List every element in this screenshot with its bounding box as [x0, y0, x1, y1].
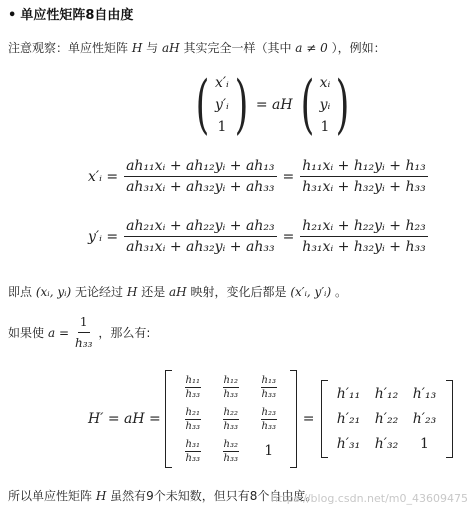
fraction — [124, 218, 276, 255]
matrix-entry-fraction — [261, 407, 277, 432]
math-H: H — [95, 489, 107, 503]
bullet-icon: • — [8, 8, 17, 23]
left-bracket — [321, 380, 328, 458]
paragraph-text: 。 — [334, 285, 347, 299]
fraction-denominator: h₃₃ — [185, 420, 200, 432]
right-bracket — [446, 380, 453, 458]
matrix-entry: 1 — [420, 436, 429, 452]
fraction-denominator: h₃₁xᵢ + h₃₂yᵢ + h₃₃ — [302, 179, 426, 195]
paragraph-text: ，那么有: — [98, 325, 151, 340]
fraction-denominator: h₃₃ — [223, 388, 238, 400]
fraction-denominator: h₃₃ — [185, 388, 200, 400]
equals-sign: = — [282, 228, 295, 245]
intro-text: 与 — [146, 41, 159, 55]
matrix-entry: h′₁₁ — [336, 386, 361, 402]
vector-entry: x′ᵢ — [214, 75, 229, 91]
intro-paragraph — [8, 40, 386, 56]
paragraph-text: 虽然有9个未知数，但只有8个自由度。 — [110, 489, 318, 503]
equation-lhs: x′ᵢ = — [88, 168, 119, 185]
fraction-numerator: h₁₁ — [185, 374, 200, 386]
math-a-equals: a = — [48, 325, 70, 340]
fraction-denominator: h₃₃ — [261, 420, 276, 432]
paragraph-text: 即点 — [8, 285, 33, 299]
left-bracket — [165, 370, 172, 468]
fraction — [300, 218, 427, 255]
math-aH: aH — [169, 285, 187, 299]
fraction-numerator: h₂₁ — [185, 406, 200, 418]
equation-lhs: y′ᵢ = — [88, 228, 119, 245]
equals-sign: = — [302, 411, 315, 427]
fraction-numerator: ah₁₁xᵢ + ah₁₂yᵢ + ah₁₃ — [124, 158, 276, 177]
math-H: H — [126, 285, 138, 299]
matrix-entry: h′₃₁ — [336, 436, 361, 452]
paragraph-text: 无论经过 — [75, 285, 124, 299]
fraction — [300, 158, 427, 195]
vector-entry: 1 — [320, 119, 330, 135]
vector-entry: xᵢ — [319, 75, 331, 91]
equation-x-prime — [88, 158, 428, 195]
vector-equals-aH: = aH — [255, 97, 293, 113]
fraction-numerator: h₂₃ — [261, 406, 276, 418]
matrix-lhs: H′ = aH = — [88, 411, 161, 427]
equation-y-prime — [88, 218, 428, 255]
matrix-entry: h′₂₃ — [412, 411, 437, 427]
paragraph-text: 如果使 — [8, 325, 45, 340]
matrix-entry-fraction — [223, 439, 239, 464]
vector-entry: 1 — [217, 119, 227, 135]
paragraph-text: 所以单应性矩阵 — [8, 489, 93, 503]
matrix-entry: h′₃₂ — [374, 436, 399, 452]
matrix-entry: h′₂₁ — [336, 411, 361, 427]
matrix-entry: 1 — [264, 443, 274, 459]
math-point: (xᵢ, yᵢ) — [35, 285, 72, 299]
vector-equation — [190, 68, 355, 142]
fraction-denominator: h₃₁xᵢ + h₃₂yᵢ + h₃₃ — [302, 239, 426, 255]
vector-left: ( x′ᵢ y′ᵢ 1 ) — [195, 68, 249, 142]
matrix-entry: h′₁₂ — [374, 386, 399, 402]
matrix-entry-fraction — [223, 375, 239, 400]
heading-title: 单应性矩阵8自由度 — [20, 8, 134, 23]
fraction-denominator: h₃₃ — [223, 420, 238, 432]
vector-entry: yᵢ — [319, 97, 331, 113]
equals-sign: = — [282, 168, 295, 185]
vector-right: ( xᵢ yᵢ 1 ) — [300, 68, 350, 142]
fraction-numerator: h₃₂ — [223, 438, 238, 450]
math-aH: aH — [161, 41, 180, 55]
fraction-numerator: 1 — [78, 314, 90, 333]
matrix-entry-fraction — [223, 407, 239, 432]
watermark: https://blog.csdn.net/m0_43609475 — [271, 492, 468, 505]
fraction-denominator: h₃₃ — [185, 452, 200, 464]
paragraph-text: 映射，变化后都是 — [190, 285, 287, 299]
fraction-numerator: ah₂₁xᵢ + ah₂₂yᵢ + ah₂₃ — [124, 218, 276, 237]
vector-entry: y′ᵢ — [214, 97, 229, 113]
fraction-numerator: h₁₂ — [223, 374, 238, 386]
fraction-denominator: h₃₃ — [261, 388, 276, 400]
fraction — [124, 158, 276, 195]
point-mapping-paragraph — [8, 284, 347, 300]
matrix-normalized — [172, 371, 290, 467]
fraction-numerator: h₃₁ — [185, 438, 200, 450]
fraction-numerator: h₂₂ — [223, 406, 238, 418]
intro-text: 其实完全一样（其中 — [183, 41, 292, 55]
matrix-entry-fraction — [185, 407, 201, 432]
matrix-entry-fraction — [185, 375, 201, 400]
matrix-entry: h′₁₃ — [412, 386, 437, 402]
matrix-equation — [88, 370, 453, 468]
fraction-denominator: h₃₃ — [75, 336, 93, 350]
math-condition: a ≠ 0 — [295, 41, 328, 55]
right-bracket — [290, 370, 297, 468]
math-H: H — [131, 41, 143, 55]
matrix-entry-fraction — [261, 375, 277, 400]
fraction-numerator: h₁₁xᵢ + h₁₂yᵢ + h₁₃ — [300, 158, 427, 177]
matrix-entry: h′₂₂ — [374, 411, 399, 427]
intro-text: ），例如： — [331, 41, 386, 55]
matrix-prime — [328, 382, 446, 457]
fraction-numerator: h₂₁xᵢ + h₂₂yᵢ + h₂₃ — [300, 218, 427, 237]
fraction-numerator: h₁₃ — [261, 374, 276, 386]
math-point-prime: (x′ᵢ, y′ᵢ) — [290, 285, 332, 299]
matrix-entry-fraction — [185, 439, 201, 464]
fraction-denominator: ah₃₁xᵢ + ah₃₂yᵢ + ah₃₃ — [126, 179, 275, 195]
intro-text: 注意观察：单应性矩阵 — [8, 41, 129, 55]
section-heading — [8, 4, 133, 23]
fraction-denominator: h₃₃ — [223, 452, 238, 464]
fraction — [73, 314, 94, 351]
paragraph-text: 还是 — [141, 285, 166, 299]
if-paragraph — [8, 314, 150, 351]
fraction-denominator: ah₃₁xᵢ + ah₃₂yᵢ + ah₃₃ — [126, 239, 275, 255]
